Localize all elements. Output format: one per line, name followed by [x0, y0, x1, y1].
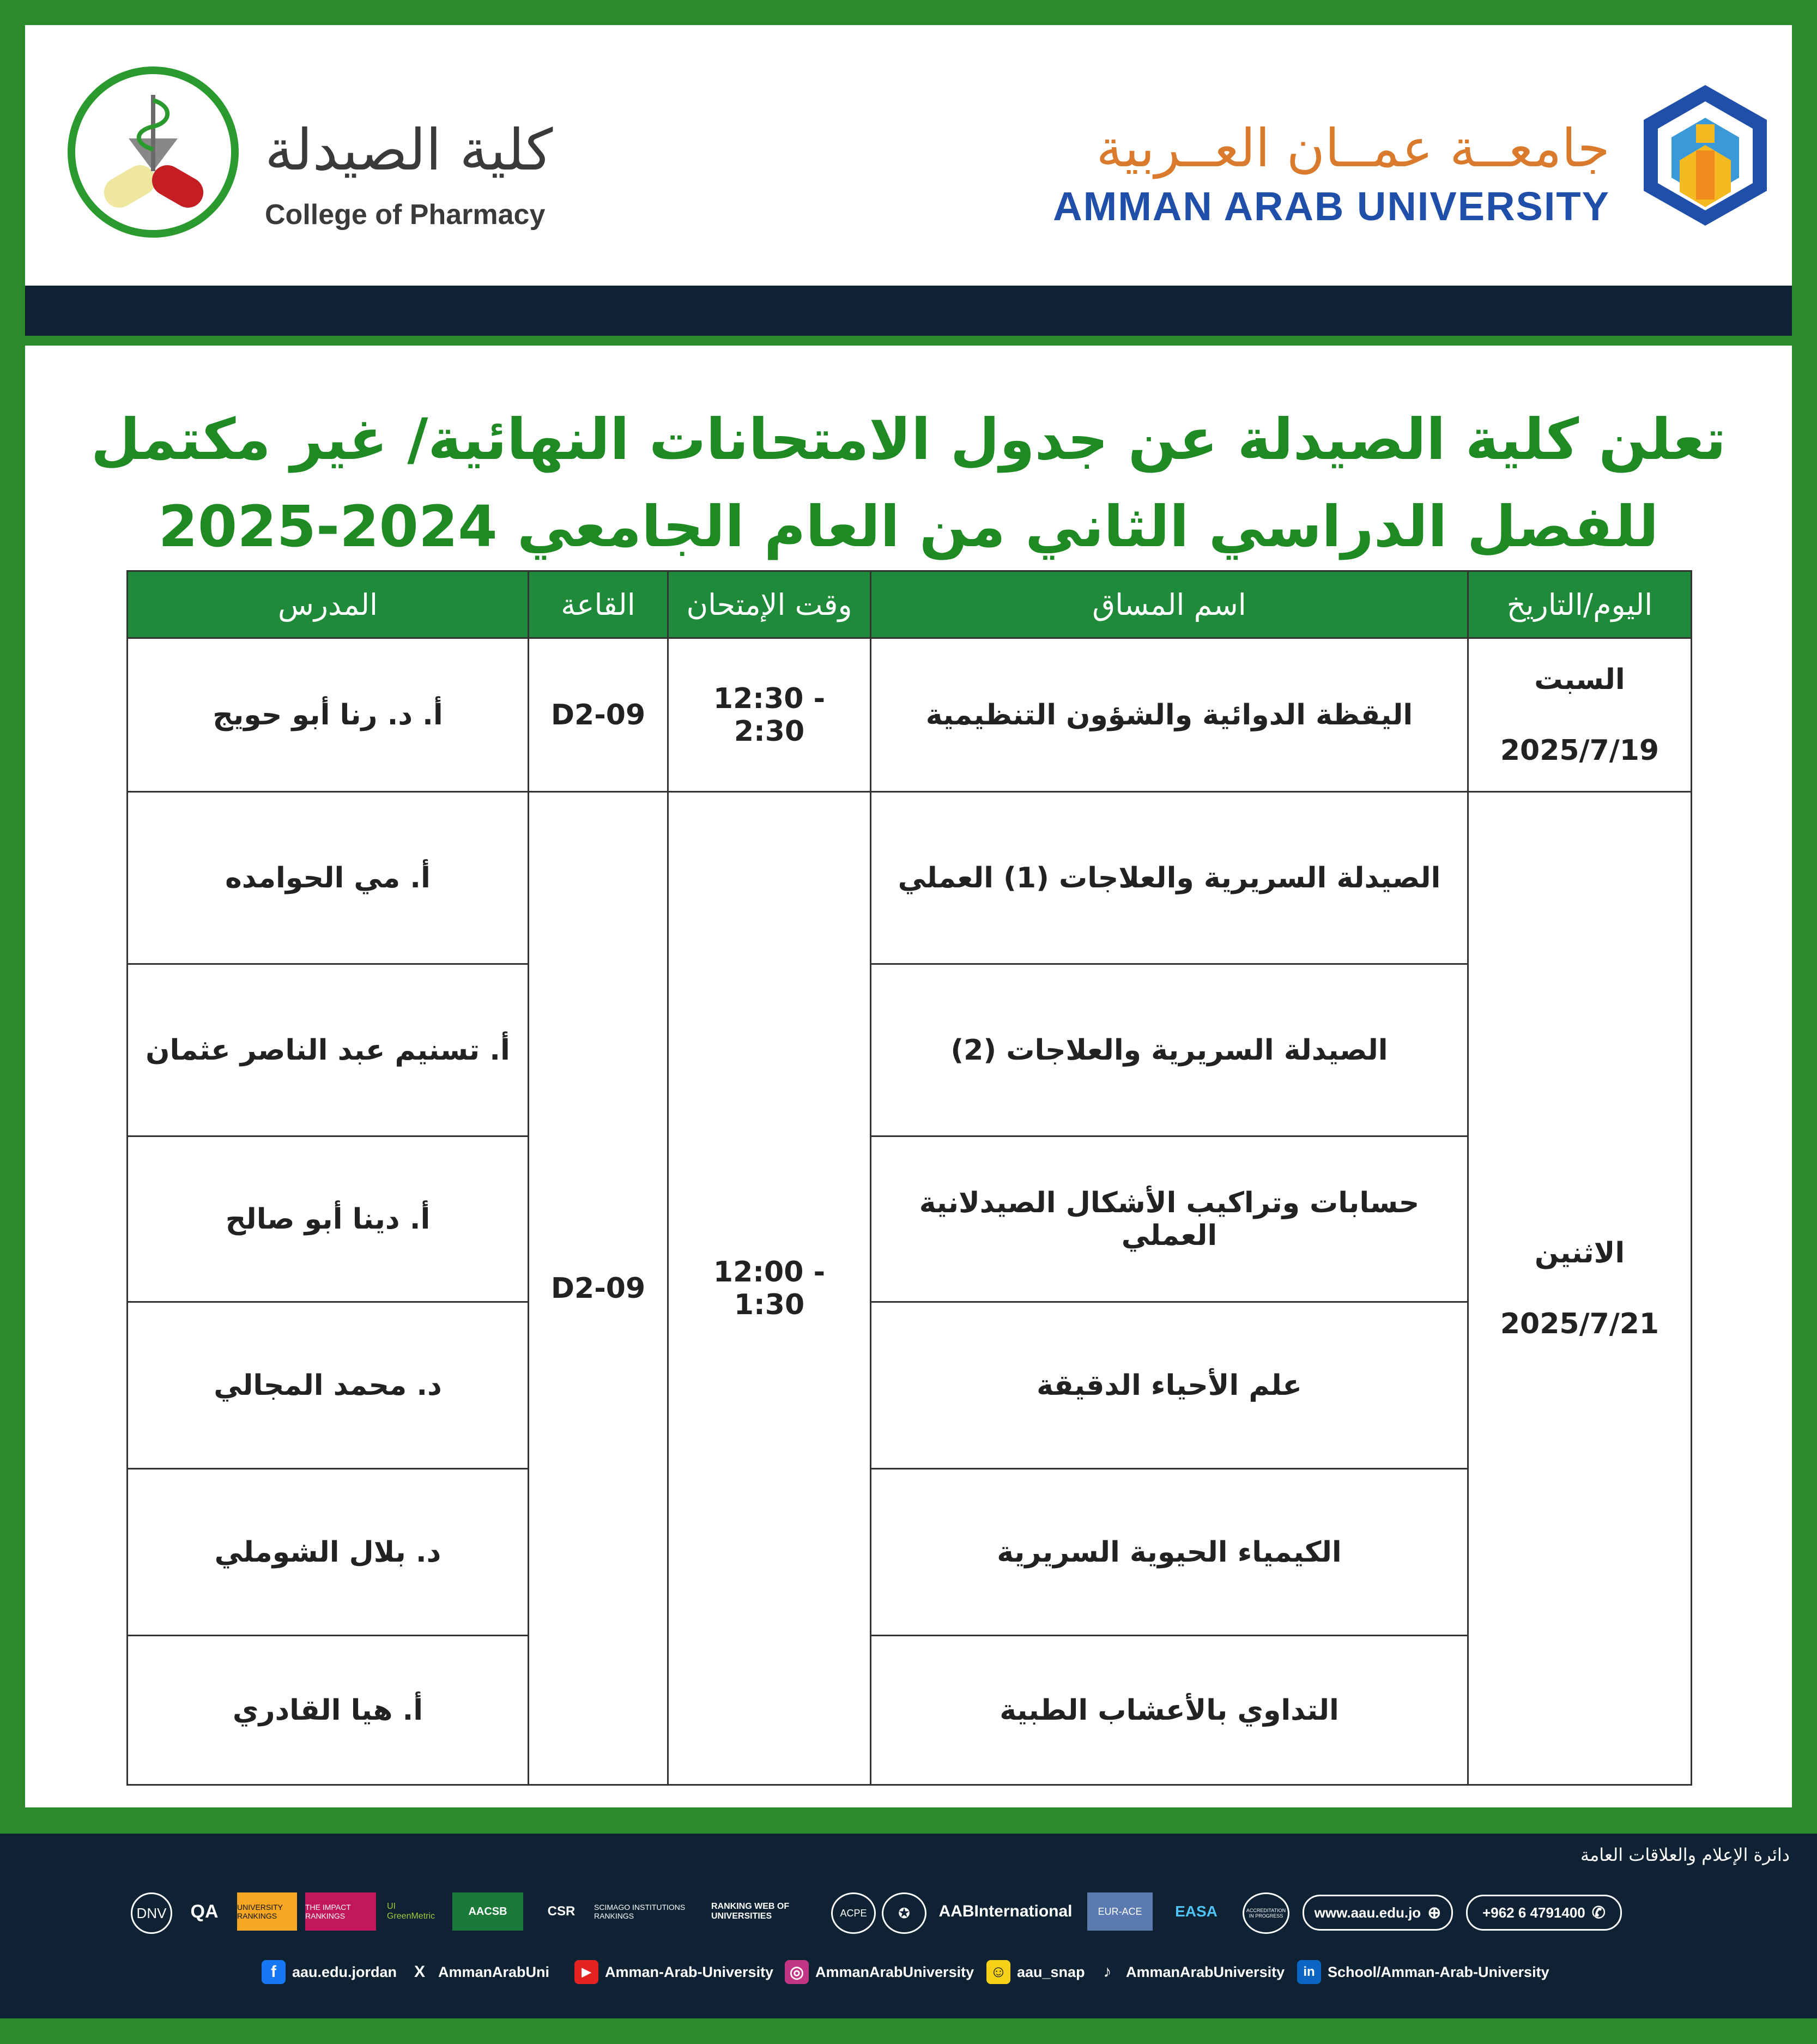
course-cell: الصيدلة السريرية والعلاجات (1) العملي	[871, 792, 1468, 964]
course-cell: الصيدلة السريرية والعلاجات (2)	[871, 964, 1468, 1136]
social-label: Amman-Arab-University	[605, 1963, 774, 1980]
header-green-strip	[25, 336, 1792, 346]
phone-link[interactable]	[1466, 1895, 1622, 1931]
table-row	[128, 1469, 1692, 1636]
time-cell: 12:00 - 1:30	[668, 792, 871, 1785]
room-cell: D2-09	[529, 792, 668, 1785]
scimago-badge-icon: SCIMAGO INSTITUTIONS RANKINGS	[594, 1903, 686, 1920]
social-label: AmmanArabUniversity	[815, 1963, 974, 1980]
header	[25, 25, 1792, 286]
instructor-cell: أ. دينا أبو صالح	[128, 1136, 529, 1302]
pr-department-label: دائرة الإعلام والعلاقات العامة	[1580, 1845, 1790, 1865]
accreditation-progress-badge-icon: ACCREDITATION IN PROGRESS	[1243, 1892, 1289, 1934]
day-date-cell	[1468, 638, 1692, 792]
eur-ace-badge-icon: EUR-ACE	[1087, 1892, 1153, 1931]
acpe-badge-icon: ACPE	[831, 1892, 876, 1934]
table-header-row	[128, 571, 1692, 638]
facebook-icon: f	[262, 1960, 286, 1984]
page-frame	[25, 25, 1792, 1807]
easa-badge-icon: EASA	[1175, 1903, 1218, 1920]
table-row	[128, 964, 1692, 1136]
social-link-snapchat[interactable]	[986, 1956, 1085, 1988]
website-link[interactable]	[1303, 1895, 1453, 1931]
table-row	[128, 1636, 1692, 1785]
linkedin-icon: in	[1297, 1960, 1321, 1984]
footer	[0, 1834, 1817, 2018]
greenmetric-badge-icon: UI GreenMetric	[387, 1902, 435, 1921]
header-instructor: المدرس	[128, 571, 529, 638]
day-date-cell	[1468, 792, 1692, 1785]
social-link-youtube[interactable]	[574, 1956, 773, 1988]
university-name-ar: جامعــة عمــان العــربية	[1096, 118, 1610, 179]
social-links	[262, 1950, 1570, 1994]
social-label: AmmanArabUniversity	[1126, 1963, 1285, 1980]
header-course: اسم المساق	[871, 571, 1468, 638]
x-icon: X	[414, 1963, 425, 1981]
social-link-tiktok[interactable]	[1095, 1956, 1285, 1988]
instructor-cell: أ. تسنيم عبد الناصر عثمان	[128, 964, 529, 1136]
instructor-cell: د. بلال الشوملي	[128, 1469, 529, 1636]
header-day-date: اليوم/التاريخ	[1468, 571, 1692, 638]
instructor-cell: د. محمد المجالي	[128, 1302, 529, 1469]
title-line-1: تعلن كلية الصيدلة عن جدول الامتحانات النهائية/ غير مكتمل	[90, 406, 1727, 473]
seal-badge-icon: ✪	[882, 1892, 926, 1934]
qa-badge-icon: QA	[190, 1901, 219, 1922]
csr-badge-icon: CSR	[547, 1904, 576, 1919]
course-cell: علم الأحياء الدقيقة	[871, 1302, 1468, 1469]
phone-text: +962 6 4791400	[1482, 1904, 1585, 1921]
the-impact-badge-icon: THE IMPACT RANKINGS	[305, 1892, 376, 1931]
room-cell: D2-09	[529, 638, 668, 792]
pharmacy-emblem-icon	[63, 62, 243, 242]
course-cell: حسابات وتراكيب الأشكال الصيدلانية العملي	[871, 1136, 1468, 1302]
college-name-ar: كلية الصيدلة	[265, 117, 553, 183]
instructor-cell: أ. مي الحوامده	[128, 792, 529, 964]
table-row	[128, 1136, 1692, 1302]
accreditation-badges	[131, 1883, 1689, 1948]
rankings-badge-icon: UNIVERSITY RANKINGS	[237, 1892, 297, 1931]
social-label: aau.edu.jordan	[292, 1963, 397, 1980]
globe-icon: ⊕	[1427, 1903, 1442, 1922]
youtube-icon: ▶	[574, 1960, 598, 1984]
social-link-linkedin[interactable]	[1297, 1956, 1549, 1988]
phone-icon: ✆	[1591, 1903, 1606, 1922]
aacsb-badge-icon: AACSB	[452, 1892, 523, 1931]
webometrics-badge-icon: RANKING WEB OF UNIVERSITIES	[711, 1902, 790, 1921]
instructor-cell: أ. د. رنا أبو حويج	[128, 638, 529, 792]
social-link-instagram[interactable]	[785, 1956, 974, 1988]
title-line-2: للفصل الدراسي الثاني من العام الجامعي 2024-2025	[158, 493, 1659, 560]
header-divider-bar	[25, 286, 1792, 336]
tiktok-icon: ♪	[1103, 1963, 1112, 1981]
course-cell: اليقظة الدوائية والشؤون التنظيمية	[871, 638, 1468, 792]
table-row	[128, 1302, 1692, 1469]
table-row	[128, 638, 1692, 792]
day-label: الاثنين	[1534, 1236, 1625, 1269]
social-label: aau_snap	[1017, 1963, 1085, 1980]
table-row	[128, 792, 1692, 964]
header-time: وقت الإمتحان	[668, 571, 871, 638]
page-title	[80, 396, 1737, 570]
social-label: School/Amman-Arab-University	[1328, 1963, 1549, 1980]
aab-international-badge-icon: AABInternational	[938, 1902, 1073, 1920]
exam-schedule-table	[126, 570, 1692, 1786]
university-name-en: AMMAN ARAB UNIVERSITY	[1053, 184, 1610, 229]
instructor-cell: أ. هيا القادري	[128, 1636, 529, 1785]
university-logo-icon	[1644, 85, 1767, 226]
social-label: AmmanArabUni	[438, 1963, 550, 1980]
social-link-facebook[interactable]	[262, 1956, 397, 1988]
course-cell: الكيمياء الحيوية السريرية	[871, 1469, 1468, 1636]
snapchat-icon: ☺	[986, 1960, 1010, 1984]
social-link-x[interactable]	[408, 1956, 549, 1988]
website-text: www.aau.edu.jo	[1314, 1904, 1421, 1921]
date-label: 2025/7/19	[1500, 734, 1659, 767]
date-label: 2025/7/21	[1500, 1307, 1659, 1340]
day-label: السبت	[1534, 663, 1625, 696]
college-name-en: College of Pharmacy	[265, 199, 546, 231]
time-cell: 12:30 - 2:30	[668, 638, 871, 792]
header-room: القاعة	[529, 571, 668, 638]
dnv-badge-icon: DNV	[131, 1892, 172, 1934]
course-cell: التداوي بالأعشاب الطبية	[871, 1636, 1468, 1785]
instagram-icon: ◎	[785, 1960, 809, 1984]
